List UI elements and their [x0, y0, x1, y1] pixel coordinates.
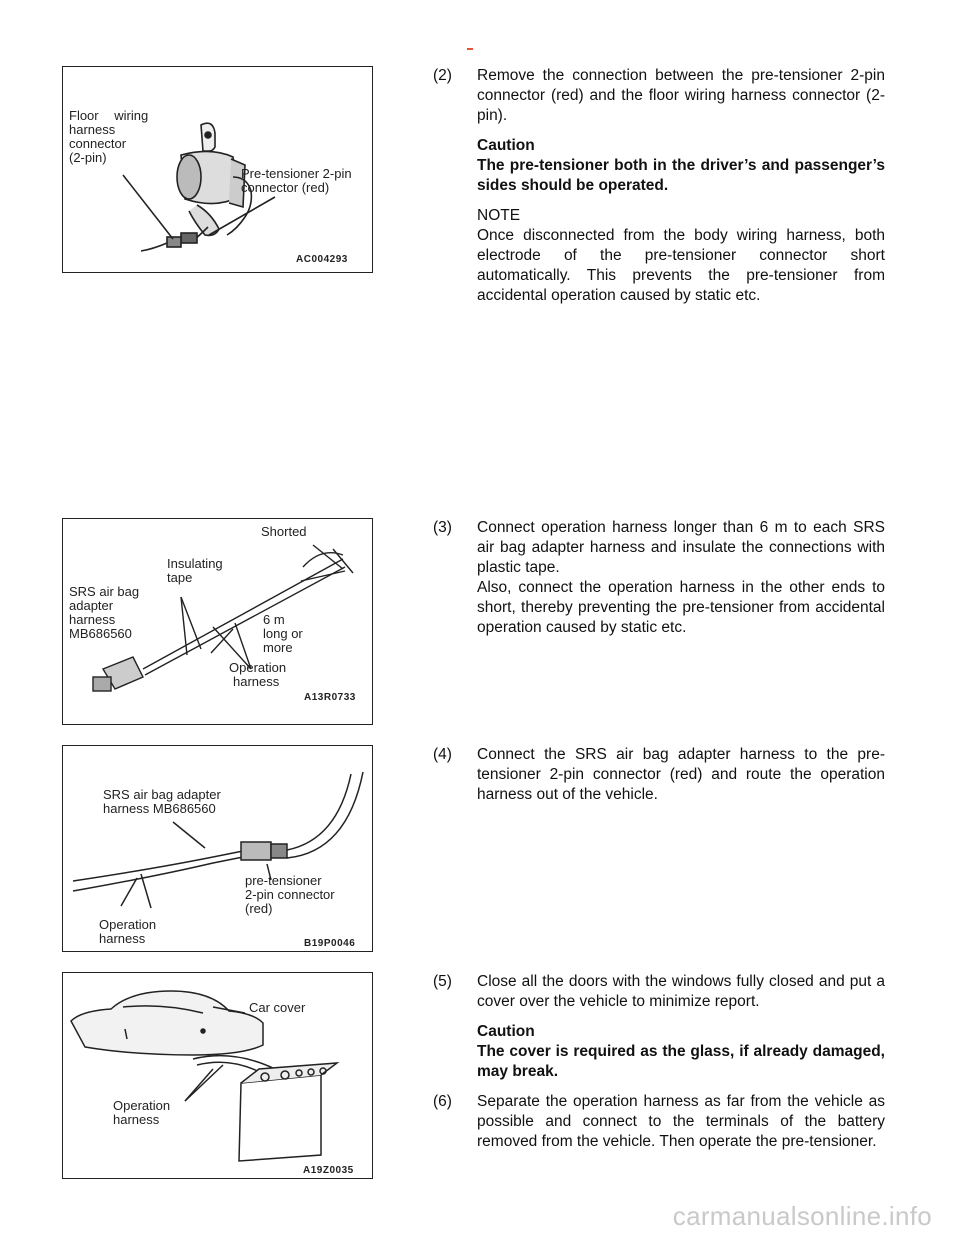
fig1-label-floor: Floor wiring [69, 108, 149, 123]
step-5-caution-title: Caution [477, 1023, 535, 1040]
fig3-label-srs: SRS air bag adapter [103, 787, 221, 802]
fig3-label-red: (red) [245, 901, 273, 916]
fig3-label-operation: Operation [99, 917, 157, 932]
step-6 [433, 1092, 885, 1152]
step-2-caution-text: The pre-tensioner both in the driver’s and passenger’s sides should be operated. [477, 157, 885, 194]
fig2-label-operation: Operation [229, 660, 287, 675]
figure-3-adapter-connection [62, 745, 373, 952]
figure-4-car-cover-battery [62, 972, 373, 1179]
step-2-note-title: NOTE [477, 207, 521, 224]
step-3-text-2: Also, connect the operation harness in the other ends to short, thereby preventing the pre-tensioner from accidental operation caused by static etc. [477, 579, 885, 636]
fig2-label-6m: 6 m [263, 612, 285, 627]
step-5-number: (5) [433, 973, 452, 990]
figure-2-operation-harness [62, 518, 373, 725]
fig2-label-shorted: Shorted [261, 524, 307, 539]
fig4-label-car-cover: Car cover [249, 1000, 306, 1015]
fig1-label-connector: connector [69, 136, 127, 151]
step-6-text: Separate the operation harness as far from the vehicle as possible and connect to the terminals of the battery removed from the vehicle. Then operate the pre-tensioner. [477, 1093, 885, 1150]
figure-4-drawing [63, 973, 374, 1180]
step-5-caution-text: The cover is required as the glass, if already damaged, may break. [477, 1043, 885, 1080]
fig3-label-harness: harness [99, 931, 146, 946]
fig1-label-pretensioner: Pre-tensioner 2-pin [241, 166, 352, 181]
step-5-text: Close all the doors with the windows fully closed and put a cover over the vehicle to minimize report. [477, 973, 885, 1010]
fig2-label-tape: tape [167, 570, 193, 585]
step-2-number: (2) [433, 67, 452, 84]
fig1-code: AC004293 [296, 254, 348, 265]
step-3 [433, 518, 885, 648]
fig1-label-connector-red: connector (red) [241, 180, 330, 195]
fig2-label-partno: MB686560 [69, 626, 132, 641]
step-3-text: Connect operation harness longer than 6 m to each SRS air bag adapter harness and insulate the connections with plastic tape. [477, 519, 885, 576]
fig2-label-adapter: adapter [69, 598, 114, 613]
fig3-code: B19P0046 [304, 938, 356, 949]
step-4-text: Connect the SRS air bag adapter harness to the pre-tensioner 2-pin connector (red) and route the operation harness out of the vehicle. [477, 746, 885, 803]
step-3-number: (3) [433, 519, 452, 536]
step-4 [433, 745, 885, 815]
fig3-label-harness-part: harness MB686560 [103, 801, 216, 816]
fig2-label-insulating: Insulating [167, 556, 223, 571]
header-mark [467, 48, 473, 50]
fig2-label-harness: harness [69, 612, 116, 627]
step-6-number: (6) [433, 1093, 452, 1110]
fig2-label-harness2: harness [233, 674, 280, 689]
step-5 [433, 972, 885, 1162]
step-2-note-text: Once disconnected from the body wiring harness, both electrode of the pre-tensioner connector short automatically. This prevents the pre-tensioner from accidental operation caused by static etc. [477, 227, 885, 304]
fig4-label-operation: Operation [113, 1098, 171, 1113]
step-2 [433, 66, 885, 316]
fig1-label-harness: harness [69, 122, 116, 137]
fig3-label-pretensioner: pre-tensioner [245, 873, 322, 888]
figure-1-pretensioner-connector [62, 66, 373, 273]
fig2-label-long: long or [263, 626, 303, 641]
fig4-label-harness: harness [113, 1112, 160, 1127]
step-2-caution-title: Caution [477, 137, 535, 154]
fig2-code: A13R0733 [304, 692, 356, 703]
fig2-label-more: more [263, 640, 293, 655]
fig1-label-2pin: (2-pin) [69, 150, 107, 165]
fig4-code: A19Z0035 [303, 1165, 354, 1176]
step-2-text: Remove the connection between the pre-tensioner 2-pin connector (red) and the floor wiring harness connector (2-pin). [477, 67, 885, 124]
watermark: carmanualsonline.info [672, 1201, 932, 1231]
fig3-label-2pin: 2-pin connector [245, 887, 335, 902]
fig2-label-srs: SRS air bag [69, 584, 140, 599]
step-4-number: (4) [433, 746, 452, 763]
